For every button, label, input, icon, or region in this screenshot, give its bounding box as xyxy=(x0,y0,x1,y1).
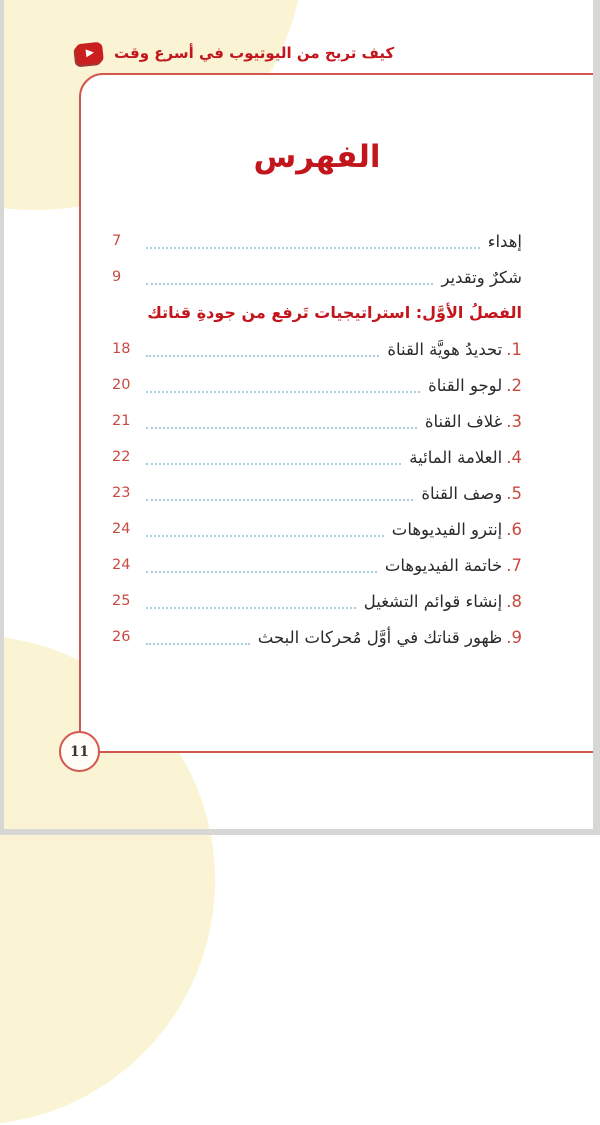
toc-entry-number: 8. xyxy=(506,591,522,611)
toc-page-number: 26 xyxy=(112,629,131,645)
toc-entry-label xyxy=(409,448,522,467)
toc-page-number: 23 xyxy=(112,485,131,501)
toc-entry-number: 9. xyxy=(506,627,522,647)
toc-entry-number: 2. xyxy=(506,375,522,395)
toc-entry-label xyxy=(392,520,522,539)
page-number-badge: 11 xyxy=(59,731,100,772)
toc-page-number: 9 xyxy=(112,269,122,285)
toc-page-number: 21 xyxy=(112,413,131,429)
toc-entry-label xyxy=(364,592,522,611)
toc-entry-number: 5. xyxy=(506,483,522,503)
running-header xyxy=(76,38,394,68)
toc-entry-number: 3. xyxy=(506,411,522,431)
youtube-play-icon xyxy=(75,41,104,65)
scan-edge-right xyxy=(593,0,600,835)
toc-entry xyxy=(112,627,522,647)
toc-entry-number: 7. xyxy=(506,555,522,575)
chapter-heading: الفصلُ الأوَّل: استراتيجيات تَرفع من جودةِ قناتك xyxy=(147,303,522,322)
toc-entry-label xyxy=(421,484,522,503)
toc-entry xyxy=(112,375,522,395)
toc-entry-text: تحديدُ هويَّة القناة xyxy=(387,339,503,359)
toc-entry-label: إهداء xyxy=(487,231,522,251)
toc-entry-label: شكرٌ وتقدير xyxy=(441,267,522,287)
toc-entry-text: خاتمة الفيديوهات xyxy=(384,555,503,575)
dotted-leader xyxy=(146,342,379,357)
dotted-leader xyxy=(146,522,384,537)
dotted-leader xyxy=(146,270,433,285)
dotted-leader xyxy=(146,378,420,393)
toc-entry xyxy=(112,519,522,539)
dotted-leader xyxy=(146,414,417,429)
book-title: كيف تربح من اليوتيوب في أسرع وقت xyxy=(114,44,395,62)
toc-list xyxy=(112,231,522,647)
toc-entry-label xyxy=(385,556,522,575)
toc-entry-text: غلاف القناة xyxy=(424,411,503,431)
dotted-leader xyxy=(146,486,413,501)
toc-entry xyxy=(112,339,522,359)
dotted-leader xyxy=(146,234,480,249)
toc-title: الفهرس xyxy=(253,139,381,175)
toc-entry xyxy=(112,483,522,503)
toc-entry xyxy=(112,447,522,467)
toc-entry-number: 6. xyxy=(506,519,522,539)
toc-entry-text: إنشاء قوائم التشغيل xyxy=(363,591,503,611)
toc-page-number: 20 xyxy=(112,377,131,393)
toc-entry-label xyxy=(387,340,522,359)
toc-entry-text: لوجو القناة xyxy=(428,375,503,395)
toc-entry-label xyxy=(428,376,522,395)
toc-page-number: 24 xyxy=(112,557,131,573)
scan-edge-left xyxy=(0,0,4,835)
dotted-leader xyxy=(146,558,377,573)
toc-entry xyxy=(112,411,522,431)
toc-entry-number: 1. xyxy=(506,339,522,359)
toc-entry xyxy=(112,555,522,575)
toc-page-number: 24 xyxy=(112,521,131,537)
dotted-leader xyxy=(146,630,250,645)
page-frame xyxy=(79,73,600,753)
toc-page-number: 7 xyxy=(112,233,122,249)
toc-entry-text: وصف القناة xyxy=(421,483,503,503)
toc-entry-text: إنترو الفيديوهات xyxy=(391,519,503,539)
toc-entry xyxy=(112,267,522,287)
toc-entry-label xyxy=(425,412,522,431)
scan-edge-bottom xyxy=(0,829,600,835)
toc-page-number: 22 xyxy=(112,449,131,465)
toc-entry-text: العلامة المائية xyxy=(409,447,503,467)
toc-entry-text: ظهور قناتك في أوَّل مُحركات البحث xyxy=(257,627,503,647)
toc-content xyxy=(81,135,600,647)
toc-entry-label xyxy=(258,628,522,647)
dotted-leader xyxy=(146,450,401,465)
dotted-leader xyxy=(146,594,356,609)
toc-page-number: 25 xyxy=(112,593,131,609)
toc-entry xyxy=(112,591,522,611)
toc-entry-number: 4. xyxy=(506,447,522,467)
toc-entry xyxy=(112,231,522,251)
toc-page-number: 18 xyxy=(112,341,131,357)
